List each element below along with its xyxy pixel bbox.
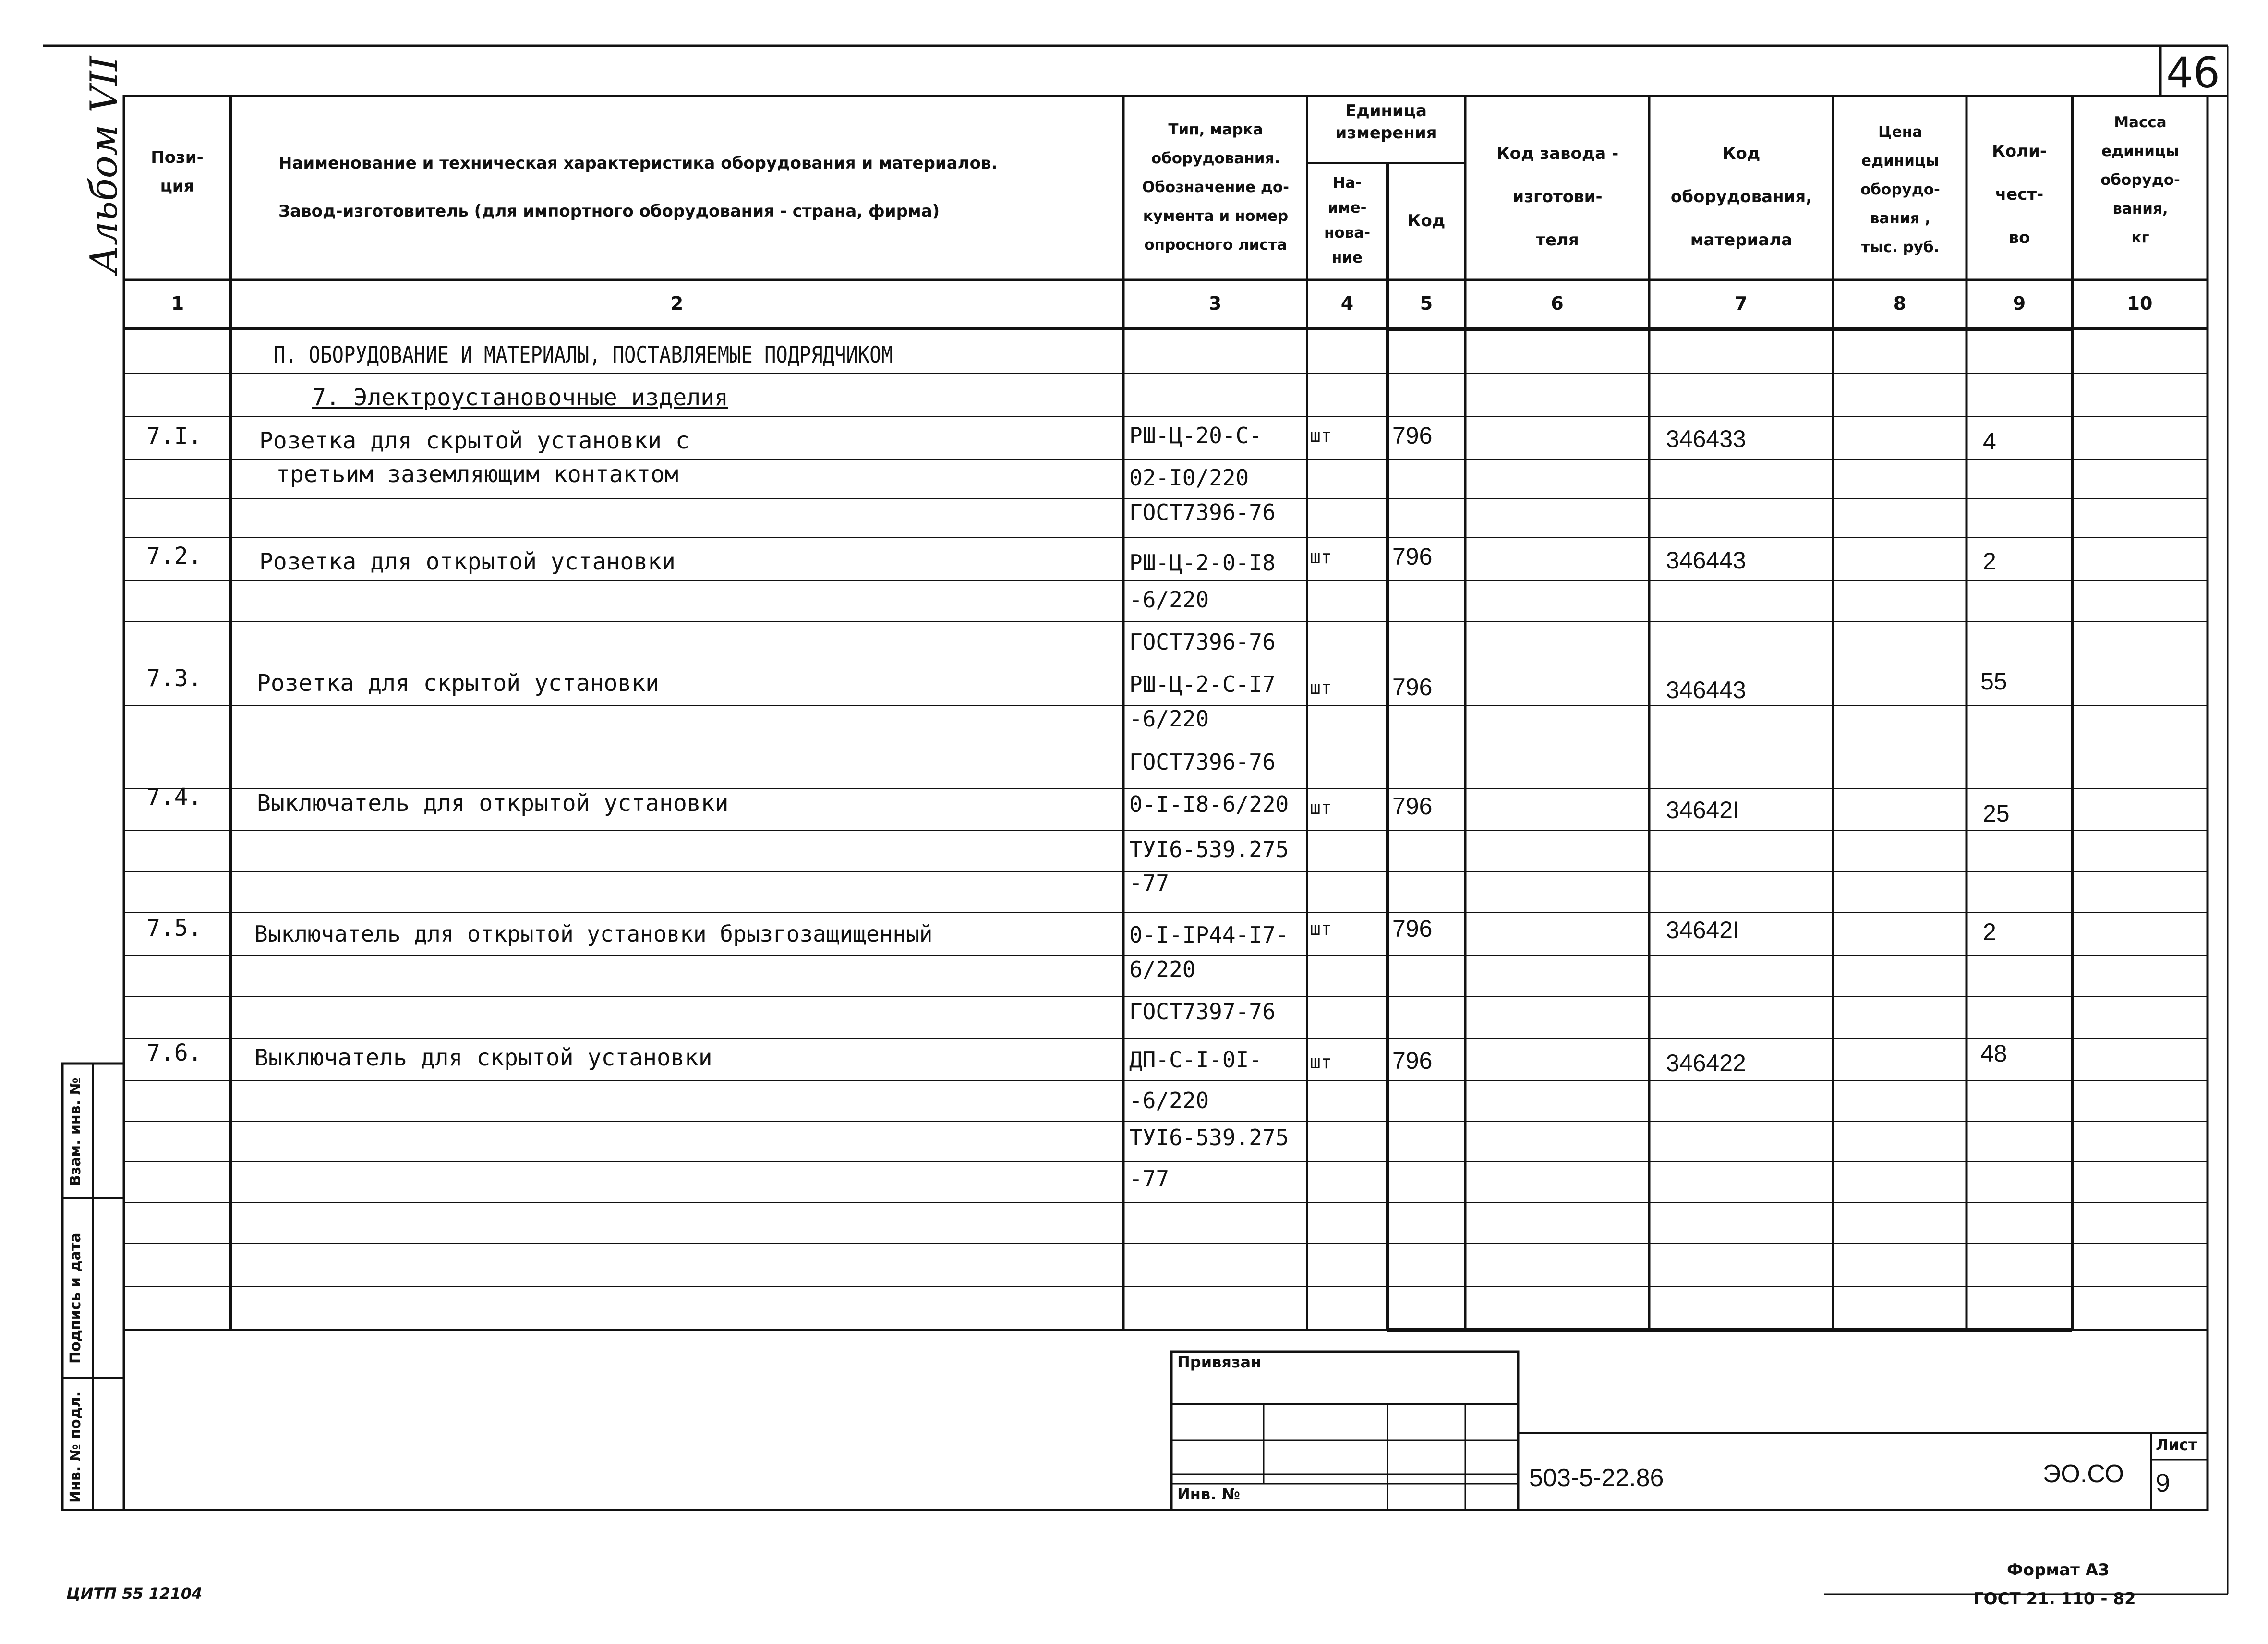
item-code: 796 xyxy=(1392,1047,1433,1074)
header-price: Цена единицы оборудо- вания , тыс. руб. xyxy=(1860,123,1940,256)
item-type: -6/220 xyxy=(1129,706,1209,732)
item-quantity: 2 xyxy=(1983,919,1996,945)
footer-org: ЦИТП 55 12104 xyxy=(66,1584,203,1603)
item-unit: шт xyxy=(1310,797,1332,818)
item-material-code: 34642I xyxy=(1666,917,1739,943)
item-unit: шт xyxy=(1310,677,1332,698)
item-material-code: 346443 xyxy=(1666,547,1746,574)
item-position: 7.6. xyxy=(146,1040,202,1066)
column-number: 9 xyxy=(2013,293,2026,314)
item-name: третьим заземляющим контактом xyxy=(276,461,679,488)
item-type: 0-I-I8-6/220 xyxy=(1129,791,1289,817)
stamp-inv-label: Инв. № xyxy=(1177,1485,1240,1503)
side-label-signature-date: Подпись и дата xyxy=(67,1233,84,1364)
item-quantity: 55 xyxy=(1980,668,2007,695)
item-type: -77 xyxy=(1129,1166,1170,1192)
item-name: Выключатель для открытой установки брызгозащищенный xyxy=(254,921,933,947)
item-name: Розетка для открытой установки xyxy=(259,548,676,575)
column-number: 7 xyxy=(1735,293,1748,314)
column-number: 6 xyxy=(1551,293,1564,314)
item-type: -6/220 xyxy=(1129,1088,1209,1113)
header-mass: Масса единицы оборудо- вания, кг xyxy=(2100,114,2180,246)
column-number: 4 xyxy=(1340,293,1354,314)
item-name: Выключатель для открытой установки xyxy=(257,790,729,817)
item-type: 02-I0/220 xyxy=(1129,465,1249,491)
column-number: 8 xyxy=(1893,293,1906,314)
document-code: 503-5-22.86 xyxy=(1529,1464,1664,1492)
header-name: Наименование и техническая характеристика оборудования и материалов. Завод-изготовитель (для импортного оборудования - страна, фирма) xyxy=(278,154,998,221)
side-label-original-inv: Инв. № подл. xyxy=(67,1391,84,1503)
column-number: 5 xyxy=(1420,293,1433,314)
item-type: ГОСТ7397-76 xyxy=(1129,999,1276,1025)
item-quantity: 25 xyxy=(1983,800,2010,827)
item-material-code: 34642I xyxy=(1666,797,1739,823)
item-unit: шт xyxy=(1310,918,1332,939)
album-label: Альбом VII xyxy=(83,56,126,274)
item-code: 796 xyxy=(1392,674,1433,701)
header-unit-name: На- име- нова- ние xyxy=(1324,174,1371,266)
item-type: -6/220 xyxy=(1129,587,1209,613)
item-position: 7.3. xyxy=(146,665,202,692)
footer-gost: ГОСТ 21. 110 - 82 xyxy=(1973,1589,2136,1608)
item-material-code: 346433 xyxy=(1666,425,1746,452)
sheet-value: 9 xyxy=(2156,1469,2171,1498)
subsection-title: 7. Электроустановочные изделия xyxy=(312,384,728,411)
item-type: -77 xyxy=(1129,870,1170,896)
item-type: ДП-С-I-0I- xyxy=(1129,1047,1262,1073)
item-unit: шт xyxy=(1310,1052,1332,1073)
item-code: 796 xyxy=(1392,422,1433,449)
sheet-label: Лист xyxy=(2156,1436,2197,1454)
item-type: ГОСТ7396-76 xyxy=(1129,499,1276,525)
item-material-code: 346443 xyxy=(1666,677,1746,703)
item-type: ГОСТ7396-76 xyxy=(1129,749,1276,775)
stamp-bound-label: Привязан xyxy=(1177,1353,1262,1371)
item-quantity: 2 xyxy=(1983,548,1996,575)
header-position: Пози- ция xyxy=(151,148,204,196)
section-title: П. ОБОРУДОВАНИЕ И МАТЕРИАЛЫ, ПОСТАВЛЯЕМЫЕ ПОДРЯДЧИКОМ xyxy=(274,342,893,368)
item-type: РШ-Ц-2-С-I7 xyxy=(1129,671,1276,697)
item-code: 796 xyxy=(1392,793,1433,820)
footer-format: Формат А3 xyxy=(2007,1560,2110,1580)
sheet-number: 46 xyxy=(2166,48,2220,97)
item-position: 7.I. xyxy=(146,423,202,449)
header-type: Тип, марка оборудования. Обозначение до- кумента и номер опросного листа xyxy=(1142,121,1290,254)
item-type: РШ-Ц-20-С- xyxy=(1129,423,1262,448)
item-position: 7.5. xyxy=(146,915,202,942)
item-quantity: 4 xyxy=(1983,428,1996,455)
header-unit-code: Код xyxy=(1407,211,1446,230)
document-mark: ЭО.СО xyxy=(2043,1460,2124,1488)
item-position: 7.4. xyxy=(146,784,202,810)
header-unit-group: Единица измерения xyxy=(1335,101,1437,143)
item-type: ТУI6-539.275 xyxy=(1129,1124,1289,1150)
item-type: ГОСТ7396-76 xyxy=(1129,629,1276,655)
item-code: 796 xyxy=(1392,915,1433,942)
item-type: ТУI6-539.275 xyxy=(1129,836,1289,862)
item-unit: шт xyxy=(1310,546,1332,568)
item-position: 7.2. xyxy=(146,543,202,569)
item-type: 0-I-IP44-I7- xyxy=(1129,922,1289,948)
item-unit: шт xyxy=(1310,425,1332,446)
item-name: Выключатель для скрытой установки xyxy=(254,1044,712,1071)
side-label-replaced-inv: Взам. инв. № xyxy=(67,1077,84,1186)
column-number: 1 xyxy=(171,293,184,314)
item-quantity: 48 xyxy=(1980,1040,2007,1067)
item-name: Розетка для скрытой установки с xyxy=(259,427,689,454)
item-type: РШ-Ц-2-0-I8 xyxy=(1129,550,1276,576)
column-number: 2 xyxy=(670,293,684,314)
item-code: 796 xyxy=(1392,543,1433,570)
header-material-code: Код оборудования, материала xyxy=(1670,144,1812,250)
item-material-code: 346422 xyxy=(1666,1050,1746,1076)
item-type: 6/220 xyxy=(1129,956,1196,982)
header-factory-code: Код завода - изготови- теля xyxy=(1496,144,1619,250)
column-number: 10 xyxy=(2127,293,2153,314)
header-quantity: Коли- чест- во xyxy=(1992,142,2047,247)
item-name: Розетка для скрытой установки xyxy=(257,670,660,697)
column-number: 3 xyxy=(1208,293,1222,314)
